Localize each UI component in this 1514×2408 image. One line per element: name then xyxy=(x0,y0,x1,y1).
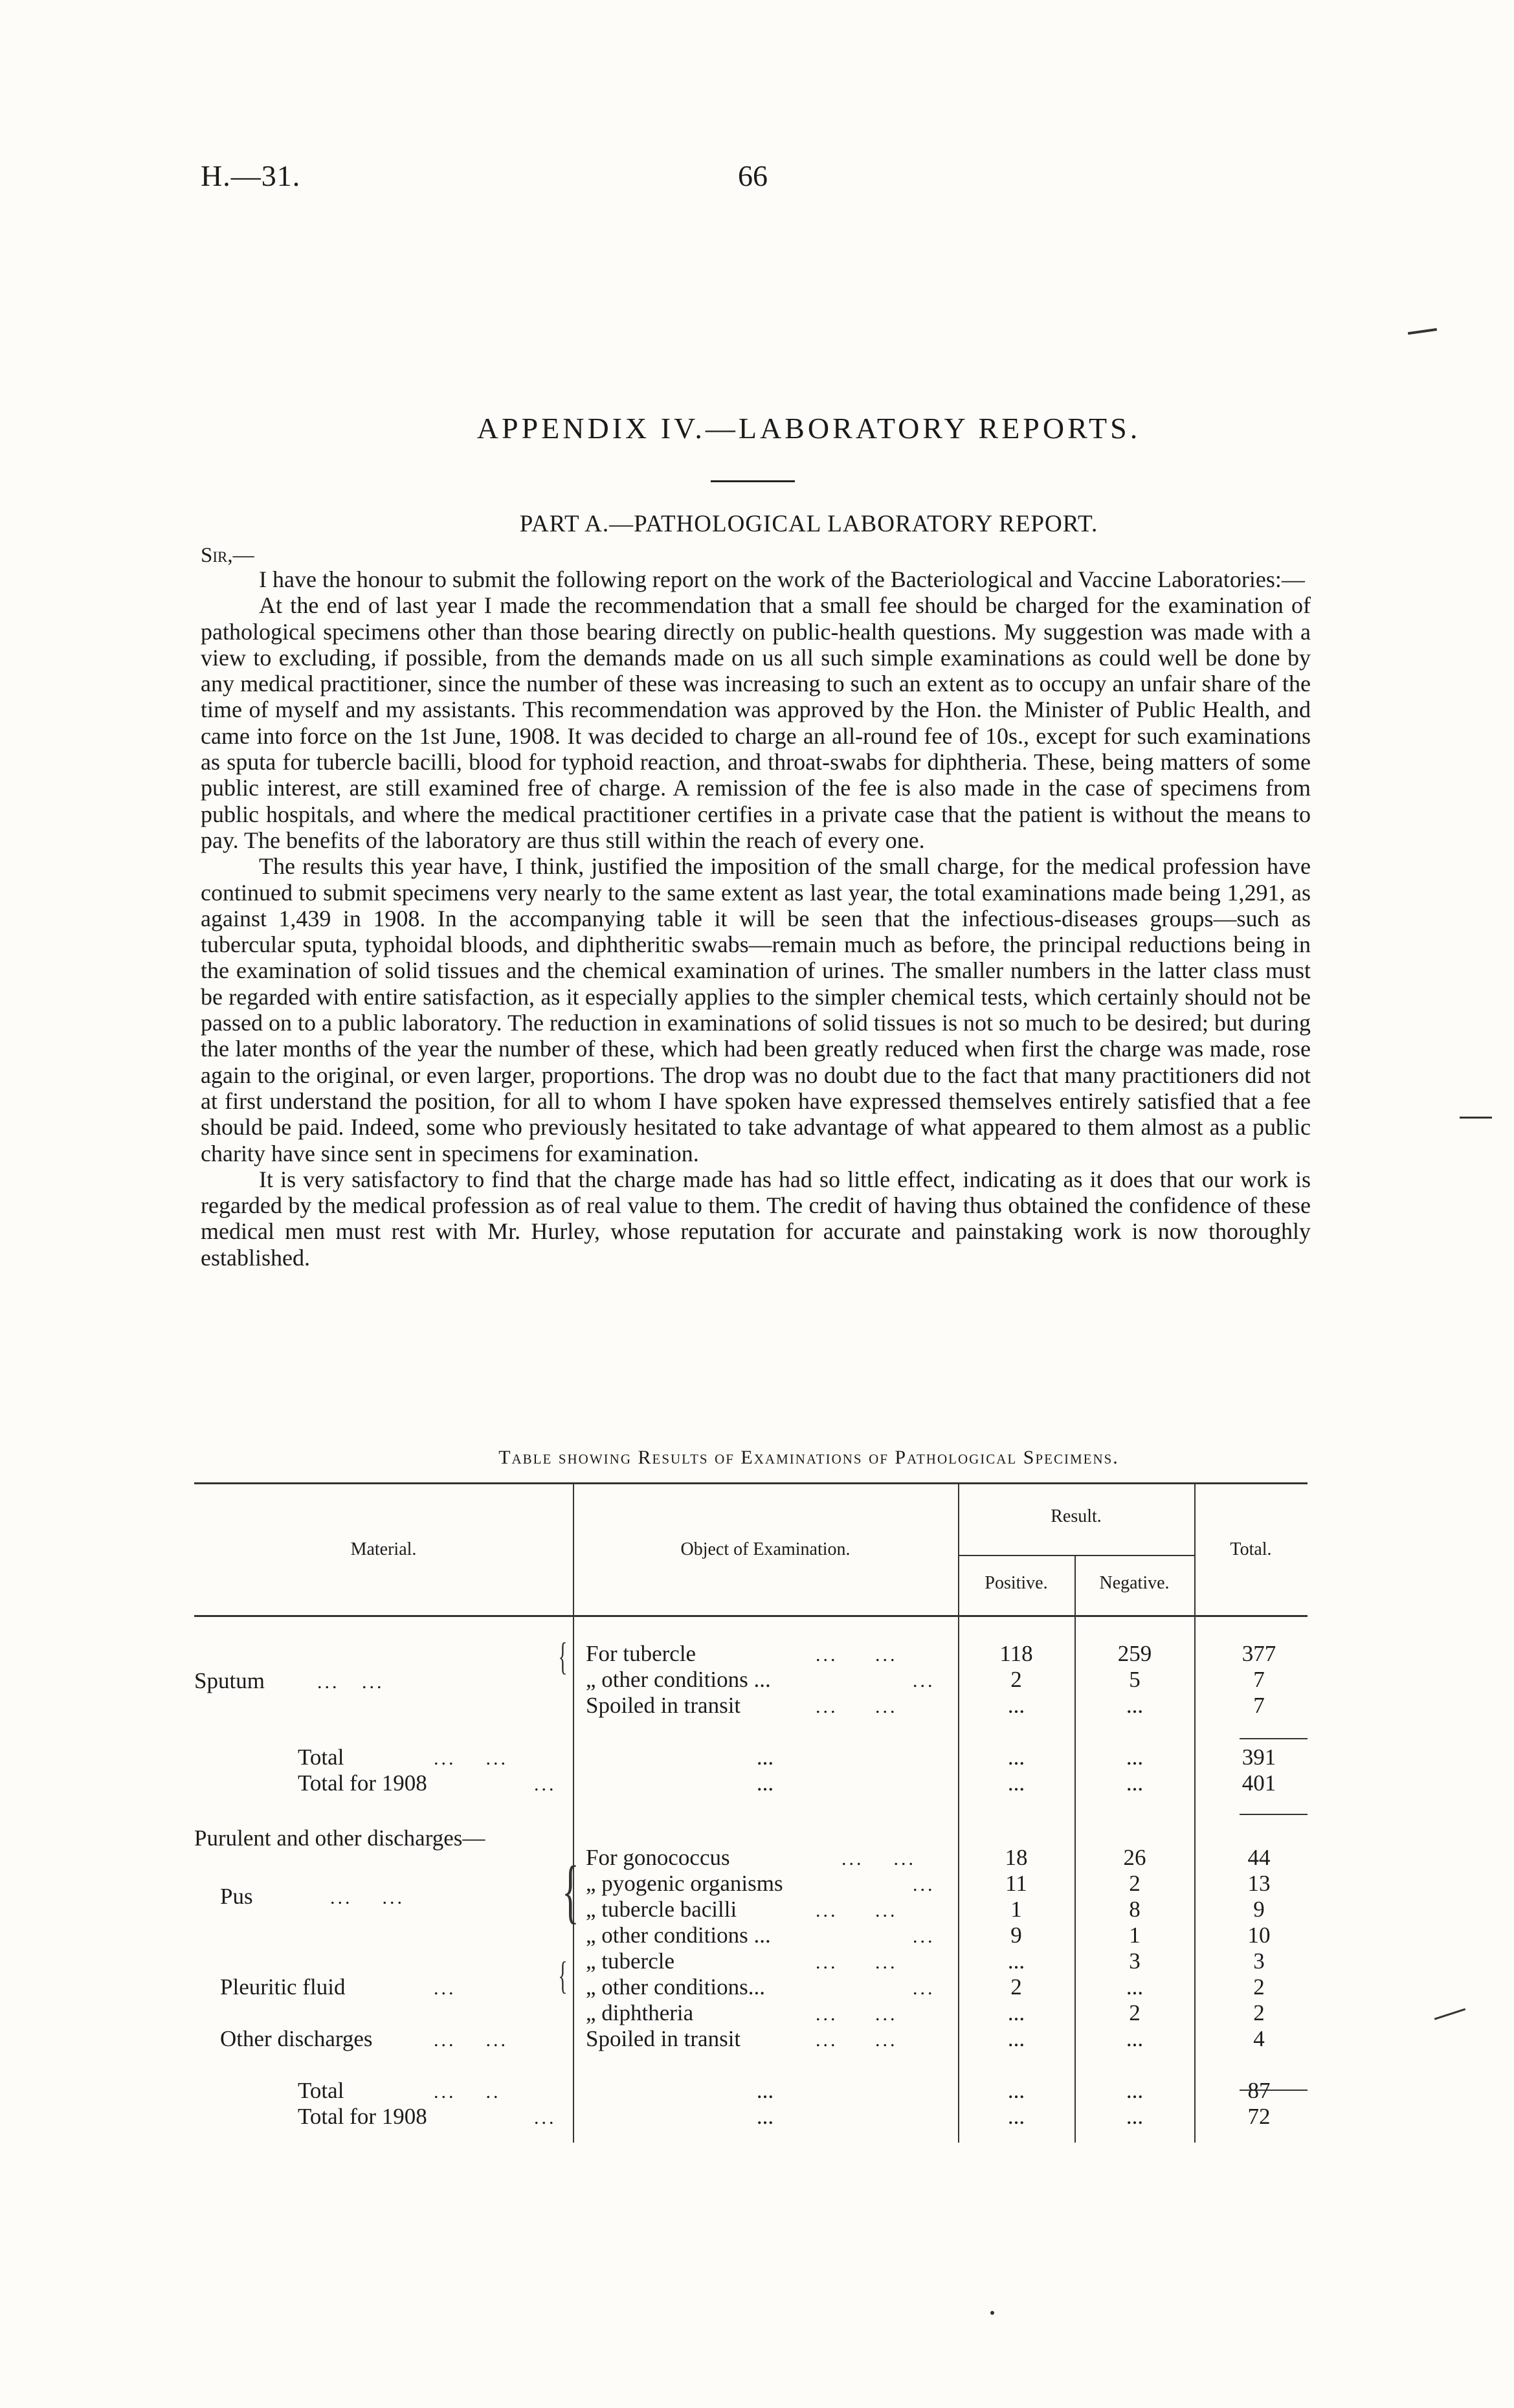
page-number: 66 xyxy=(738,159,768,192)
group-label: Purulent and other discharges— xyxy=(194,1825,485,1851)
material-pus: Pus xyxy=(220,1884,253,1909)
header-object: Object of Examination. xyxy=(680,1539,851,1559)
leader-dots: ... .. xyxy=(434,2081,501,2102)
negative-cell: ... xyxy=(1126,1770,1144,1796)
material-other: Other discharges xyxy=(220,2026,373,2051)
positive-cell: 18 xyxy=(1005,1845,1028,1870)
total-cell: 7 xyxy=(1253,1693,1265,1718)
negative-cell: ... xyxy=(1126,1974,1144,2000)
leader-dots: ... ... xyxy=(816,2003,898,2025)
object-cell: ... xyxy=(756,1745,774,1770)
positive-cell: 1 xyxy=(1010,1897,1022,1922)
results-table xyxy=(194,1482,1308,2143)
scan-mark xyxy=(1434,2008,1465,2020)
leader-dots: ... ... xyxy=(816,1900,898,1921)
total-cell: 7 xyxy=(1253,1667,1265,1692)
positive-cell: ... xyxy=(1007,2000,1025,2025)
positive-cell: 11 xyxy=(1005,1871,1027,1896)
total-cell: 44 xyxy=(1247,1845,1271,1870)
positive-cell: 9 xyxy=(1010,1923,1022,1948)
positive-cell: ... xyxy=(1007,1693,1025,1718)
negative-cell: 5 xyxy=(1129,1667,1141,1692)
object-cell: „ tubercle bacilli xyxy=(586,1897,737,1922)
scan-mark xyxy=(990,2311,994,2315)
total-cell: 72 xyxy=(1247,2104,1271,2129)
total-cell: 2 xyxy=(1253,1974,1265,2000)
positive-cell: 2 xyxy=(1010,1974,1022,2000)
negative-cell: 8 xyxy=(1129,1897,1141,1922)
report-body xyxy=(201,566,1311,1271)
object-cell: ... xyxy=(756,2104,774,2129)
column-divider xyxy=(1074,1555,1076,2143)
table-header-rule xyxy=(194,1615,1308,1617)
header-material: Material. xyxy=(350,1539,417,1559)
column-divider xyxy=(1194,1482,1196,2143)
material-sputum: Sputum xyxy=(194,1668,265,1693)
result-subheader-rule xyxy=(958,1555,1194,1556)
negative-cell: 26 xyxy=(1123,1845,1146,1870)
total-cell: 9 xyxy=(1253,1897,1265,1922)
title-divider xyxy=(711,480,795,482)
leader-dots: ... ... xyxy=(330,1887,405,1908)
object-cell: „ pyogenic organisms xyxy=(586,1871,783,1896)
object-cell: „ tubercle xyxy=(586,1948,674,1974)
paragraph: It is very satisfactory to find that the charge made has had so little effect, indicating as it does that our work is regarded by the medical profession as of real value to them. The credit of having thus obtained the confidence of these medical men must rest with Mr. Hurley, whose reputation for accurate and painstaking work is now thoroughly established. xyxy=(201,1166,1311,1271)
header-total: Total. xyxy=(1230,1539,1272,1559)
positive-cell: ... xyxy=(1007,1948,1025,1974)
appendix-title: APPENDIX IV.—LABORATORY REPORTS. xyxy=(476,412,1141,445)
leader-dots: ... ... xyxy=(841,1848,916,1869)
leader-dots: ... xyxy=(434,1978,456,1999)
object-cell: ... xyxy=(756,1770,774,1796)
table-top-rule xyxy=(194,1482,1308,1484)
leader-dots: ... xyxy=(534,1774,557,1795)
total-cell: 3 xyxy=(1253,1948,1265,1974)
object-cell: „ other conditions ... xyxy=(586,1923,771,1948)
leader-dots: ... ... xyxy=(434,2029,508,2051)
object-cell: For tubercle xyxy=(586,1641,696,1666)
paragraph: The results this year have, I think, justified the imposition of the small charge, for the medical profession have continued to submit specimens very nearly to the same extent as last year, the total examinations made being 1,291, as against 1,439 in 1908. In the accompanying table it will be seen that the infectious-diseases groups—such as tubercular sputa, typhoidal bloods, and diphtheritic swabs—remain much as before, the principal reductions being in the examination of solid tissues and the chemical examination of urines. The smaller numbers in the latter class must be regarded with entire satisfaction, as it especially applies to the simpler chemical tests, which certainly should not be passed on to a public laboratory. The reduction in examinations of solid tissues is not so much to be desired; but during the later months of the year the number of these, which had been greatly reduced when first the charge was made, rose again to the original, or even larger, proportions. The drop was no doubt due to the fact that many practitioners did not at first understand the position, for all to whom I have spoken have expressed themselves entirely satisfied that a fee should be paid. Indeed, some who previously hesitated to take advantage of what appeared to them almost as a public charity have since sent in specimens for examination. xyxy=(201,853,1311,1166)
total-cell: 377 xyxy=(1241,1641,1276,1666)
positive-cell: ... xyxy=(1007,2078,1025,2103)
total-cell: 87 xyxy=(1247,2078,1271,2103)
table-caption: Table showing Results of Examinations of Pathological Specimens. xyxy=(498,1447,1119,1468)
object-cell: For gonococcus xyxy=(586,1845,730,1870)
total-label: Total xyxy=(298,2078,344,2103)
leader-dots: ... ... xyxy=(317,1671,384,1693)
leader-dots: ... xyxy=(913,1926,935,1947)
part-title: PART A.—PATHOLOGICAL LABORATORY REPORT. xyxy=(519,511,1098,537)
leader-dots: ... ... xyxy=(816,1696,898,1717)
sputum-total-rule xyxy=(1240,1738,1308,1739)
positive-cell: ... xyxy=(1007,1770,1025,1796)
leader-dots: ... ... xyxy=(816,2029,898,2051)
total-1908-label: Total for 1908 xyxy=(298,1770,427,1796)
positive-cell: 118 xyxy=(999,1641,1033,1666)
leader-dots: ... xyxy=(913,1874,935,1895)
object-cell: „ other conditions... xyxy=(586,1974,766,2000)
positive-cell: ... xyxy=(1007,2026,1025,2051)
scan-mark xyxy=(1460,1117,1492,1119)
positive-cell: ... xyxy=(1007,2104,1025,2129)
object-cell: Spoiled in transit xyxy=(586,2026,741,2051)
total-cell: 10 xyxy=(1247,1923,1271,1948)
total-label: Total xyxy=(298,1745,344,1770)
header-negative: Negative. xyxy=(1099,1573,1170,1593)
leader-dots: ... ... xyxy=(434,1748,508,1769)
sputum-1908-rule xyxy=(1240,1814,1308,1815)
negative-cell: 2 xyxy=(1129,1871,1141,1896)
negative-cell: ... xyxy=(1126,1745,1144,1770)
negative-cell: 259 xyxy=(1117,1641,1152,1666)
header-positive: Positive. xyxy=(985,1573,1048,1593)
total-1908-label: Total for 1908 xyxy=(298,2104,427,2129)
total-cell: 4 xyxy=(1253,2026,1265,2051)
negative-cell: 1 xyxy=(1129,1923,1141,1948)
brace: { xyxy=(558,1954,568,1997)
object-cell: „ other conditions ... xyxy=(586,1667,771,1692)
leader-dots: ... ... xyxy=(816,1644,898,1666)
scan-mark xyxy=(1408,328,1437,335)
brace: { xyxy=(562,1851,579,1930)
document-code: H.—31. xyxy=(201,159,301,192)
material-pleuritic: Pleuritic fluid xyxy=(220,1974,346,2000)
negative-cell: 2 xyxy=(1129,2000,1141,2025)
column-divider xyxy=(573,1482,574,2143)
negative-cell: 3 xyxy=(1129,1948,1141,1974)
total-cell: 401 xyxy=(1241,1770,1276,1796)
object-cell: „ diphtheria xyxy=(586,2000,694,2025)
total-cell: 391 xyxy=(1241,1745,1276,1770)
negative-cell: ... xyxy=(1126,2104,1144,2129)
negative-cell: ... xyxy=(1126,1693,1144,1718)
object-cell: Spoiled in transit xyxy=(586,1693,741,1718)
leader-dots: ... xyxy=(534,2107,557,2128)
header-result: Result. xyxy=(1051,1506,1102,1526)
positive-cell: 2 xyxy=(1010,1667,1022,1692)
leader-dots: ... xyxy=(913,1670,935,1691)
leader-dots: ... ... xyxy=(816,1952,898,1973)
negative-cell: ... xyxy=(1126,2026,1144,2051)
paragraph: I have the honour to submit the following report on the work of the Bacteriological and Vaccine Laboratories:— xyxy=(259,566,1305,592)
negative-cell: ... xyxy=(1126,2078,1144,2103)
positive-cell: ... xyxy=(1007,1745,1025,1770)
object-cell: ... xyxy=(756,2078,774,2103)
brace: { xyxy=(558,1635,568,1678)
salutation: Sir,— xyxy=(201,544,254,567)
total-cell: 2 xyxy=(1253,2000,1265,2025)
leader-dots: ... xyxy=(913,1978,935,1999)
paragraph: At the end of last year I made the recommendation that a small fee should be charged for the examination of pathological specimens other than those bearing directly on public-health questions. My suggestion was made with a view to excluding, if possible, from the demands made on us all such simple examinations as could well be done by any medical practitioner, since the number of these was increasing to such an extent as to occupy an unfair share of the time of myself and my assistants. This recommendation was approved by the Hon. the Minister of Public Health, and came into force on the 1st June, 1908. It was decided to charge an all-round fee of 10s., except for such examinations as sputa for tubercle bacilli, blood for typhoid reaction, and throat-swabs for diphtheria. These, being matters of some public interest, are still examined free of charge. A remission of the fee is also made in the case of specimens from public hospitals, and where the medical practitioner certifies in a private case that the patient is without the means to pay. The benefits of the laboratory are thus still within the reach of every one. xyxy=(201,592,1311,853)
total-cell: 13 xyxy=(1247,1871,1271,1896)
